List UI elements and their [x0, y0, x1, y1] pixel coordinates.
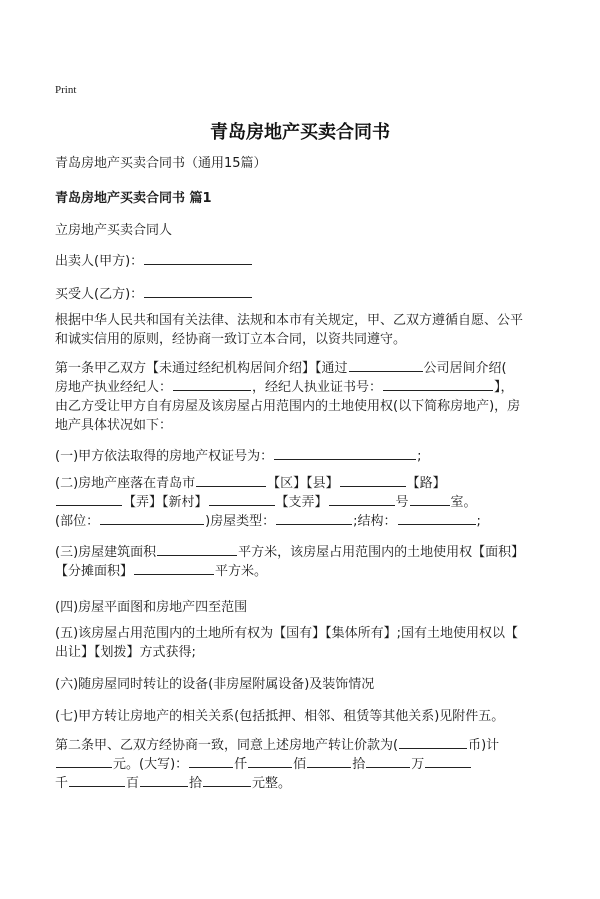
article-1-line-3: 由乙方受让甲方自有房屋及该房屋占用范围内的土地使用权(以下简称房地产)，房: [55, 399, 521, 414]
item-5-paragraph: [55, 624, 555, 662]
item-2-line-1: (二)房地产座落在青岛市 【区】【县】 【路】: [55, 476, 446, 491]
preamble-line-1: 根据中华人民共和国有关法律、法规和本市有关规定，甲、乙双方遵循自愿、公平: [55, 313, 524, 328]
item-2-line-2: 【弄】【新村】 【支弄】 号 室。: [55, 493, 555, 512]
item-1-line: (一)甲方依法取得的房地产权证号为： ;: [55, 449, 422, 464]
item-6-line: (六)随房屋同时转让的设备(非房屋附属设备)及装饰情况: [55, 677, 375, 692]
item-5-line-2: 出让】【划拨】方式获得;: [55, 645, 196, 660]
seller-label: 出卖人(甲方)：: [55, 254, 144, 269]
preamble-line-2: 和诚实信用的原则，经协商一致订立本合同，以资共同遵守。: [55, 332, 407, 347]
article-2-line-3: 千 百 拾 元整。: [55, 776, 292, 791]
article-1-paragraph: [55, 359, 555, 435]
document-subtitle: 青岛房地产买卖合同书（通用15篇）: [55, 156, 267, 171]
seller-blank: [144, 252, 252, 265]
item-2-line-3: (部位： )房屋类型： ;结构： ;: [55, 514, 481, 529]
preamble-paragraph: [55, 311, 555, 349]
item-2-paragraph: [55, 474, 555, 531]
article-1-line-4: 地产具体状况如下：: [55, 418, 173, 433]
item-3-paragraph: [55, 543, 555, 581]
seller-line: [55, 250, 555, 269]
article-1-line-1: 第一条甲乙双方【未通过经纪机构居间介绍】【通过 公司居间介绍(: [55, 361, 507, 376]
item-7-line: (七)甲方转让房地产的相关关系(包括抵押、相邻、租赁等其他关系)见附件五。: [55, 709, 505, 724]
buyer-blank: [144, 285, 252, 298]
article-2-paragraph: [55, 736, 555, 793]
print-link[interactable]: Print: [55, 84, 77, 96]
article-2-line-2: 元。(大写)： 仟 佰 拾 万: [55, 755, 555, 774]
parties-intro: 立房地产买卖合同人: [55, 223, 173, 238]
buyer-line: [55, 283, 555, 302]
item-3-line-2: 【分摊面积】 平方米。: [55, 564, 268, 579]
item-5-line-1: (五)该房屋占用范围内的土地所有权为【国有】【集体所有】;国有土地使用权以【: [55, 626, 519, 641]
item-3-line-1: (三)房屋建筑面积 平方米，该房屋占用范围内的土地使用权【面积】: [55, 545, 525, 560]
section-heading: 青岛房地产买卖合同书 篇1: [55, 191, 212, 206]
article-1-line-2: 房地产执业经纪人： ，经纪人执业证书号： 】，: [55, 380, 514, 395]
article-2-line-1: 第二条甲、乙双方经协商一致，同意上述房地产转让价款为( 币)计: [55, 738, 500, 753]
buyer-label: 买受人(乙方)：: [55, 287, 144, 302]
document-title: 青岛房地产买卖合同书: [210, 122, 390, 143]
item-4-line: (四)房屋平面图和房地产四至范围: [55, 600, 248, 615]
